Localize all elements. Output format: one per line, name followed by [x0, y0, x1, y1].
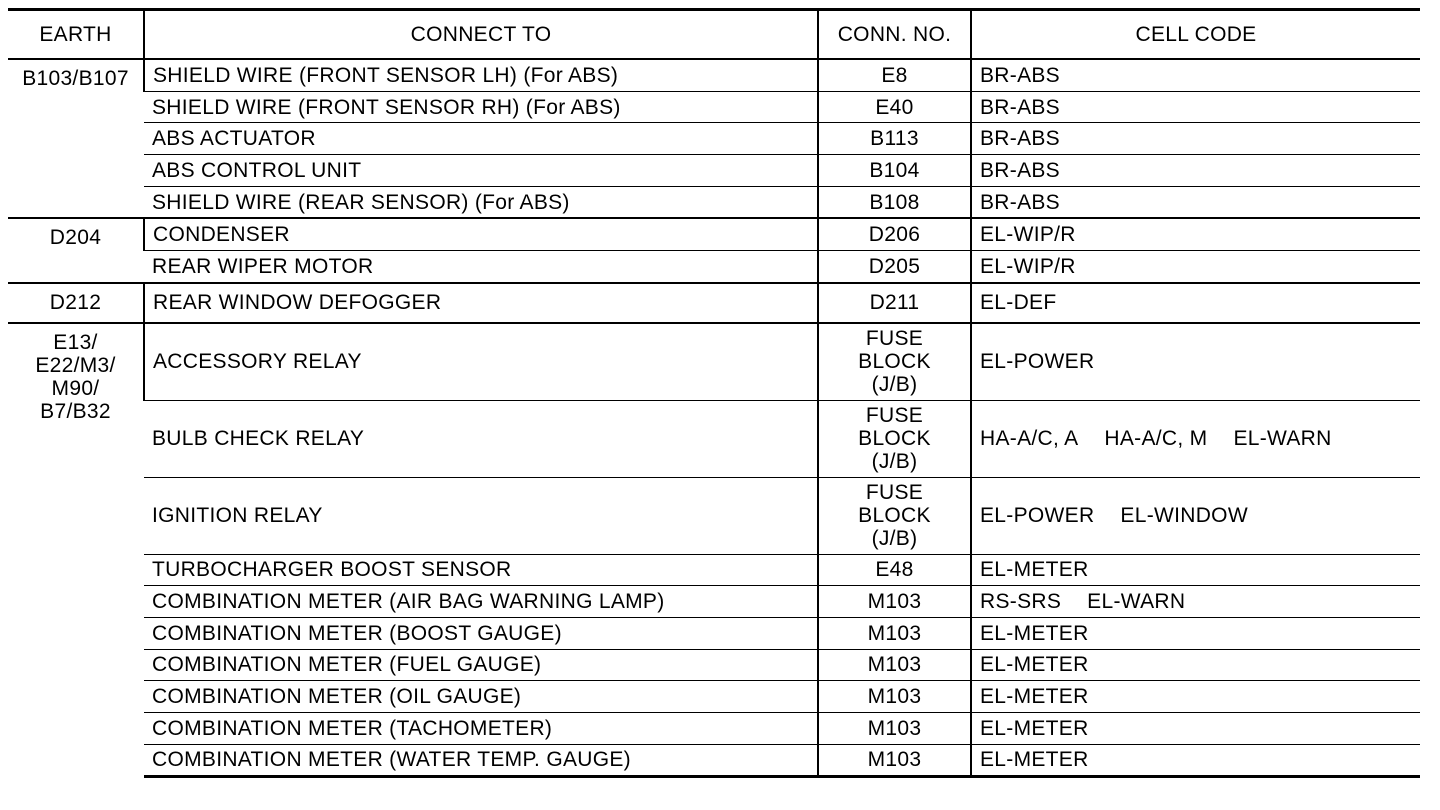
cell-code-cell — [971, 681, 1420, 713]
connector-number-cell: D206 — [818, 218, 971, 250]
connector-number-line: BLOCK — [858, 427, 931, 450]
earth-point-line: E22/M3/ — [35, 353, 116, 377]
cell-code-cell — [971, 59, 1420, 91]
cell-code-cell — [971, 617, 1420, 649]
cell-code-item: EL-WARN — [1087, 590, 1186, 614]
connector-number-cell: D211 — [818, 283, 971, 323]
cell-code-cell — [971, 649, 1420, 681]
cell-code-item: EL-METER — [980, 716, 1089, 740]
table-row — [8, 554, 1420, 586]
cell-code-item: BR-ABS — [980, 158, 1060, 182]
cell-code-item: BR-ABS — [980, 127, 1060, 151]
connector-number-line: FUSE — [865, 404, 924, 427]
connect-to-cell: COMBINATION METER (BOOST GAUGE) — [144, 617, 818, 649]
connector-number-cell: M103 — [818, 712, 971, 744]
connector-number-cell: M103 — [818, 617, 971, 649]
header-earth: EARTH — [8, 10, 144, 60]
header-connect-to: CONNECT TO — [144, 10, 818, 60]
connector-number-cell: B108 — [818, 186, 971, 218]
cell-code-item: EL-WINDOW — [1120, 504, 1248, 527]
earth-point-label: B103/B107 — [22, 67, 129, 90]
cell-code-item: BR-ABS — [980, 63, 1060, 87]
connector-number-cell — [818, 477, 971, 554]
connector-number-line: FUSE — [865, 481, 924, 504]
connect-to-cell: BULB CHECK RELAY — [144, 400, 818, 477]
connector-number-line: BLOCK — [858, 350, 931, 373]
earth-point-line: E13/ — [53, 330, 98, 354]
connector-number-cell: M103 — [818, 744, 971, 777]
connector-number-line: (J/B) — [871, 527, 918, 550]
cell-code-cell — [971, 712, 1420, 744]
cell-code-cell — [971, 251, 1420, 283]
connector-number-line: BLOCK — [858, 504, 931, 527]
connect-to-cell: SHIELD WIRE (FRONT SENSOR RH) (For ABS) — [144, 91, 818, 123]
cell-code-item: EL-METER — [980, 653, 1089, 677]
earth-point-line: B7/B32 — [40, 399, 111, 423]
connect-to-cell: REAR WINDOW DEFOGGER — [144, 283, 818, 323]
earth-point-cell — [8, 323, 144, 777]
header-conn-no: CONN. NO. — [818, 10, 971, 60]
cell-code-item: EL-METER — [980, 748, 1089, 772]
table-row — [8, 744, 1420, 777]
cell-code-item: EL-METER — [980, 685, 1089, 709]
cell-code-item: EL-METER — [980, 621, 1089, 645]
earth-point-cell — [8, 283, 144, 323]
cell-code-cell — [971, 155, 1420, 187]
cell-code-item: EL-WIP/R — [980, 223, 1076, 247]
cell-code-cell — [971, 283, 1420, 323]
table-row — [8, 586, 1420, 618]
table-row — [8, 91, 1420, 123]
cell-code-item: BR-ABS — [980, 190, 1060, 214]
table-row — [8, 283, 1420, 323]
connect-to-cell: COMBINATION METER (FUEL GAUGE) — [144, 649, 818, 681]
cell-code-cell — [971, 400, 1420, 477]
connect-to-cell: COMBINATION METER (OIL GAUGE) — [144, 681, 818, 713]
cell-code-item: EL-POWER — [980, 350, 1095, 373]
table-row — [8, 477, 1420, 554]
table-row — [8, 59, 1420, 91]
connector-number-cell — [818, 400, 971, 477]
connector-number-cell: E8 — [818, 59, 971, 91]
connector-number-cell: M103 — [818, 586, 971, 618]
connect-to-cell: COMBINATION METER (TACHOMETER) — [144, 712, 818, 744]
table-row — [8, 218, 1420, 250]
table-row — [8, 712, 1420, 744]
connector-number-cell: E40 — [818, 91, 971, 123]
table-header-row — [8, 10, 1420, 60]
table-row — [8, 186, 1420, 218]
cell-code-item: EL-WIP/R — [980, 254, 1076, 278]
table-row — [8, 123, 1420, 155]
cell-code-cell — [971, 554, 1420, 586]
connect-to-cell: ABS CONTROL UNIT — [144, 155, 818, 187]
connect-to-cell: COMBINATION METER (WATER TEMP. GAUGE) — [144, 744, 818, 777]
cell-code-cell — [971, 91, 1420, 123]
cell-code-cell — [971, 218, 1420, 250]
table-row — [8, 400, 1420, 477]
cell-code-cell — [971, 744, 1420, 777]
cell-code-item: HA-A/C, M — [1104, 427, 1208, 450]
table-row — [8, 649, 1420, 681]
cell-code-item: EL-POWER — [980, 504, 1095, 527]
cell-code-item: EL-DEF — [980, 291, 1057, 315]
cell-code-cell — [971, 186, 1420, 218]
earth-point-cell — [8, 218, 144, 282]
cell-code-cell — [971, 586, 1420, 618]
connector-number-cell: D205 — [818, 251, 971, 283]
cell-code-item: RS-SRS — [980, 590, 1062, 614]
connect-to-cell: SHIELD WIRE (FRONT SENSOR LH) (For ABS) — [144, 59, 818, 91]
cell-code-cell — [971, 477, 1420, 554]
connect-to-cell: TURBOCHARGER BOOST SENSOR — [144, 554, 818, 586]
table-row — [8, 251, 1420, 283]
table-row — [8, 155, 1420, 187]
connector-number-cell: E48 — [818, 554, 971, 586]
cell-code-item: BR-ABS — [980, 95, 1060, 119]
header-cell-code: CELL CODE — [971, 10, 1420, 60]
cell-code-cell — [971, 323, 1420, 401]
connector-number-line: (J/B) — [871, 373, 918, 396]
earth-point-cell — [8, 59, 144, 218]
earth-connection-table — [8, 8, 1420, 778]
earth-point-label: D204 — [49, 226, 102, 250]
earth-point-line: M90/ — [51, 376, 100, 400]
connector-number-cell: B113 — [818, 123, 971, 155]
connect-to-cell: SHIELD WIRE (REAR SENSOR) (For ABS) — [144, 186, 818, 218]
cell-code-item: HA-A/C, A — [980, 427, 1079, 450]
table-body — [8, 59, 1420, 777]
table-row — [8, 617, 1420, 649]
connector-number-line: FUSE — [865, 327, 924, 350]
connect-to-cell: REAR WIPER MOTOR — [144, 251, 818, 283]
connector-number-cell — [818, 323, 971, 401]
table-row — [8, 681, 1420, 713]
connect-to-cell: IGNITION RELAY — [144, 477, 818, 554]
earth-connector-document — [8, 8, 1420, 778]
connect-to-cell: CONDENSER — [144, 218, 818, 250]
connect-to-cell: COMBINATION METER (AIR BAG WARNING LAMP) — [144, 586, 818, 618]
connector-number-cell: M103 — [818, 649, 971, 681]
connect-to-cell: ACCESSORY RELAY — [144, 323, 818, 401]
earth-point-label: D212 — [49, 290, 102, 314]
connector-number-cell: B104 — [818, 155, 971, 187]
cell-code-item: EL-WARN — [1233, 427, 1332, 450]
connector-number-line: (J/B) — [871, 450, 918, 473]
connect-to-cell: ABS ACTUATOR — [144, 123, 818, 155]
cell-code-item: EL-METER — [980, 558, 1089, 582]
connector-number-cell: M103 — [818, 681, 971, 713]
cell-code-cell — [971, 123, 1420, 155]
table-row — [8, 323, 1420, 401]
